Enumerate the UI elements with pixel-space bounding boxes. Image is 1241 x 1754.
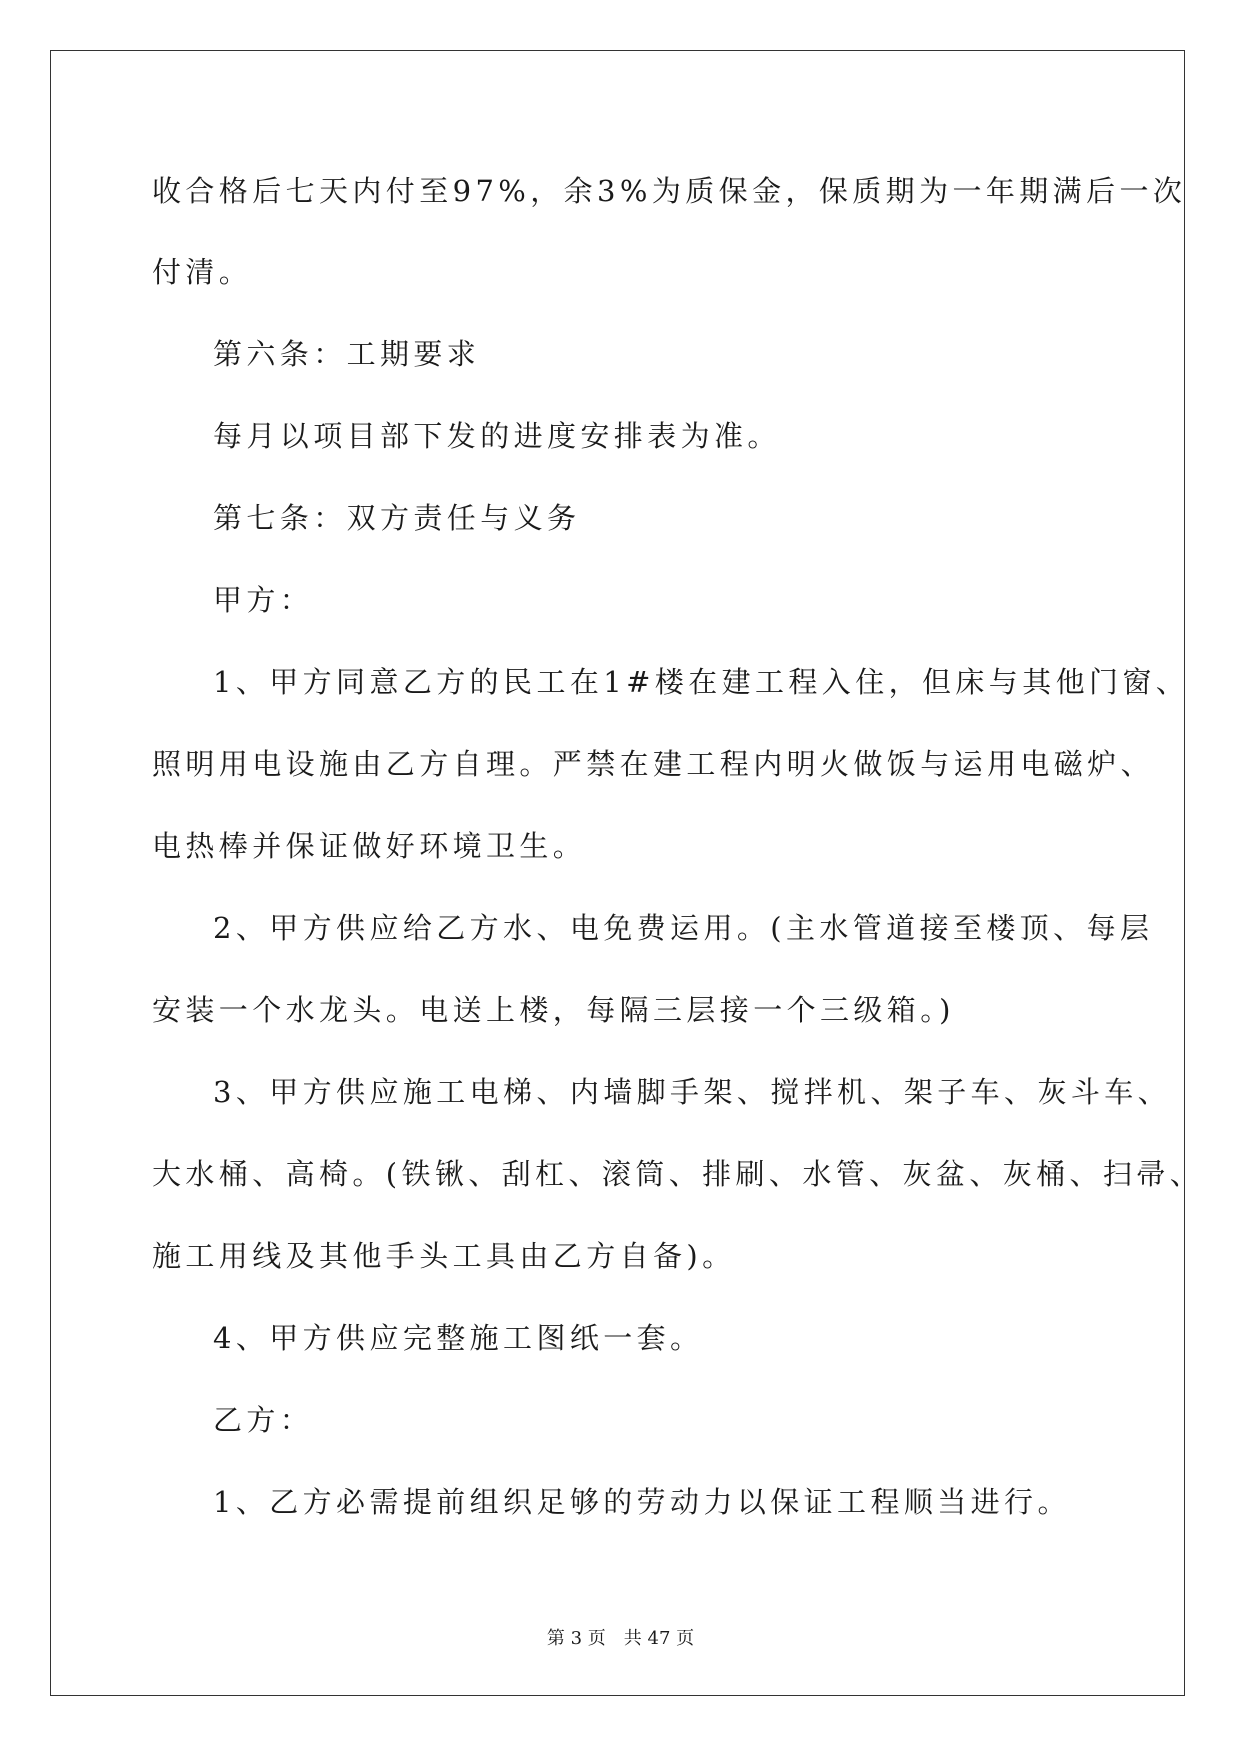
body-line: 收合格后七天内付至97%，余3%为质保金，保质期为一年期满后一次	[152, 174, 1187, 208]
party-label: 乙方：	[213, 1403, 314, 1437]
body-line: 照明用电设施由乙方自理。严禁在建工程内明火做饭与运用电磁炉、	[152, 747, 1155, 781]
body-line: 施工用线及其他手头工具由乙方自备)。	[152, 1239, 736, 1273]
section-heading: 第六条：工期要求	[213, 337, 481, 371]
body-line: 1、甲方同意乙方的民工在1#楼在建工程入住，但床与其他门窗、	[213, 665, 1190, 699]
page-total: 共 47 页	[623, 1628, 695, 1649]
page-number: 第 3 页	[546, 1628, 606, 1649]
body-line: 安装一个水龙头。电送上楼，每隔三层接一个三级箱。)	[152, 993, 955, 1027]
body-line: 1、乙方必需提前组织足够的劳动力以保证工程顺当进行。	[213, 1485, 1071, 1519]
body-line: 3、甲方供应施工电梯、内墙脚手架、搅拌机、架子车、灰斗车、	[213, 1075, 1172, 1109]
body-line: 付清。	[152, 255, 253, 289]
body-line: 电热棒并保证做好环境卫生。	[152, 829, 587, 863]
section-heading: 第七条：双方责任与义务	[213, 501, 581, 535]
body-line: 每月以项目部下发的进度安排表为准。	[213, 419, 781, 453]
body-line: 4、甲方供应完整施工图纸一套。	[213, 1321, 704, 1355]
party-label: 甲方：	[213, 583, 314, 617]
page-footer	[0, 1628, 1241, 1650]
body-line: 2、甲方供应给乙方水、电免费运用。(主水管道接至楼顶、每层	[213, 911, 1154, 945]
body-line: 大水桶、高椅。(铁锹、刮杠、滚筒、排刷、水管、灰盆、灰桶、扫帚、	[152, 1157, 1204, 1191]
page-border	[50, 50, 1185, 1696]
